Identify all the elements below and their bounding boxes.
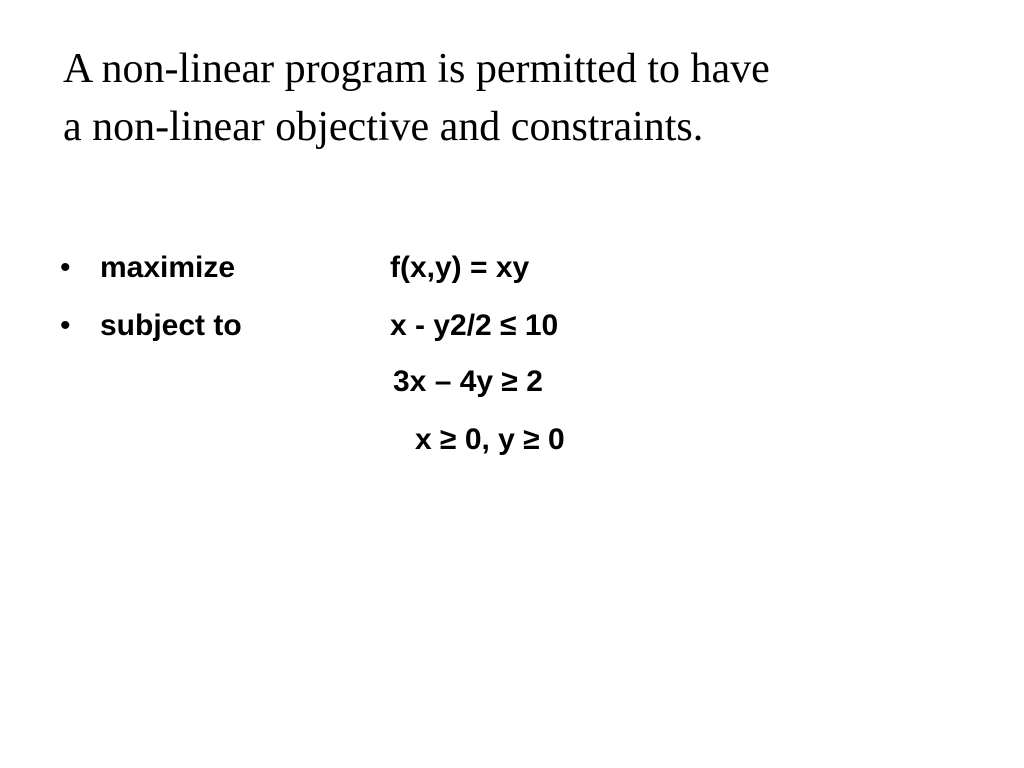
constraints-label: subject to — [100, 309, 242, 342]
objective-expression: f(x,y) = xy — [390, 251, 530, 284]
bullet-icon: • — [60, 251, 71, 284]
constraint-3: x ≥ 0, y ≥ 0 — [415, 423, 565, 456]
bullet-icon: • — [60, 309, 71, 342]
slide-title-line-1: A non-linear program is permitted to have — [63, 46, 770, 92]
objective-label: maximize — [100, 251, 236, 284]
constraint-1: x - y2/2 ≤ 10 — [390, 309, 559, 342]
slide-title — [63, 40, 770, 156]
constraint-2: 3x – 4y ≥ 2 — [393, 365, 543, 398]
slide-title-line-2: a non-linear objective and constraints. — [63, 104, 704, 150]
